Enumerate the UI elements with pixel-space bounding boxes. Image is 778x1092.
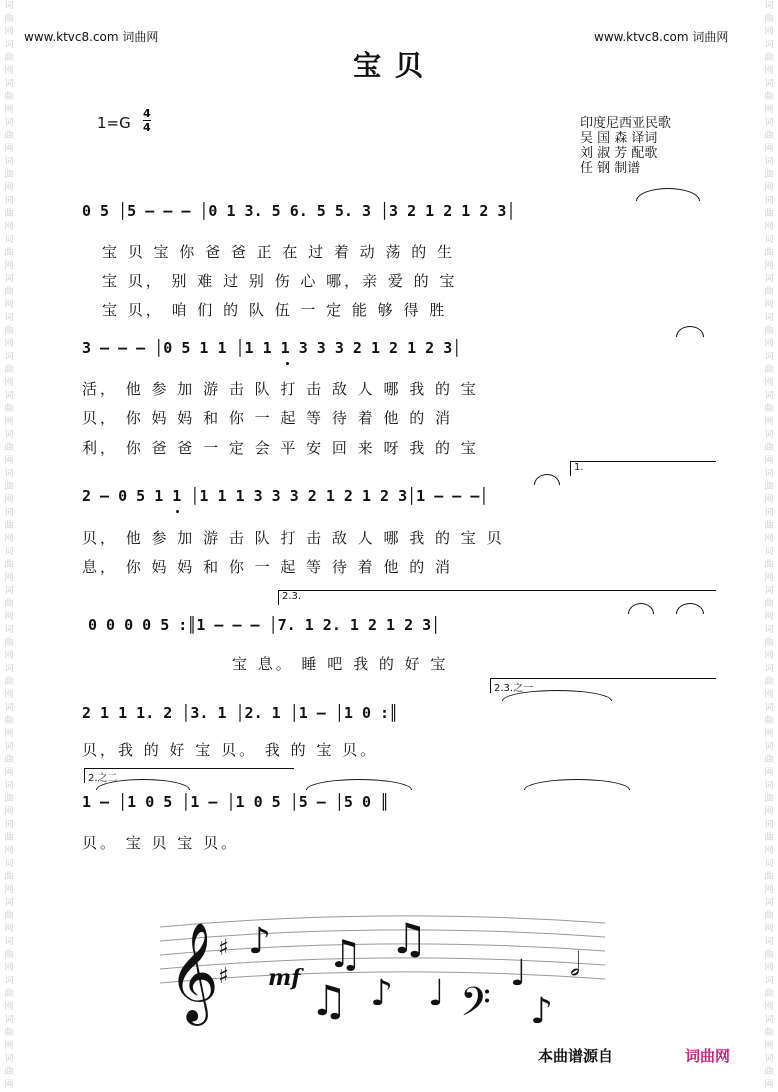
svg-text:♯: ♯ — [218, 964, 229, 989]
credit-notation: 任 钢 制谱 — [580, 161, 641, 176]
volta-2-part-2: 2.之二 — [84, 768, 294, 783]
lyric-row-6: 贝。 宝 贝 宝 贝。 — [82, 834, 240, 852]
svg-text:♫: ♫ — [390, 914, 428, 963]
lyric-row-1-verse-1: 宝 贝 宝 你 爸 爸 正 在 过 着 动 荡 的 生 — [102, 243, 455, 261]
source-label: 本曲谱源自 — [538, 1047, 614, 1065]
svg-text:𝅗𝅥: 𝅗𝅥 — [570, 945, 581, 983]
lyric-row-1-verse-3: 宝 贝， 咱 们 的 队 伍 一 定 能 够 得 胜 — [102, 301, 448, 319]
volta-2-3-part-1: 2.3.之一 — [490, 678, 716, 693]
lyric-row-2-verse-3: 利， 你 爸 爸 一 定 会 平 安 回 来 呀 我 的 宝 — [82, 439, 479, 457]
low-octave-dot — [286, 362, 289, 365]
lyric-row-3-verse-1: 贝， 他 参 加 游 击 队 打 击 敌 人 哪 我 的 宝 贝 — [82, 529, 505, 547]
notation-row-1: 0 5 │5 – – – │0 1 3. 5 6. 5 5. 3 │3 2 1 2 1 2 3│ — [82, 202, 516, 220]
music-notes-illustration — [160, 905, 610, 1030]
key-signature: 1=G — [97, 114, 131, 132]
site-url-left[interactable]: www.ktvc8.com 词曲网 — [24, 30, 159, 44]
credits — [580, 116, 671, 176]
credit-origin: 印度尼西亚民歌 — [580, 116, 672, 131]
tie — [306, 779, 412, 790]
lyric-row-1-verse-2: 宝 贝， 别 难 过 别 伤 心 哪，亲 爱 的 宝 — [102, 272, 458, 290]
song-title: 宝 贝 — [353, 49, 425, 82]
svg-text:♪: ♪ — [530, 991, 553, 1030]
lyric-row-2-verse-2: 贝， 你 妈 妈 和 你 一 起 等 待 着 他 的 消 — [82, 409, 453, 427]
time-sig-top: 4 — [143, 107, 151, 120]
slur — [676, 326, 704, 337]
notation-row-5: 2 1 1 1. 2 │3. 1 │2. 1 │1 – │1 0 :║ — [82, 704, 399, 722]
volta-1: 1. — [570, 461, 716, 476]
lyric-row-4: 宝 息。 睡 吧 我 的 好 宝 — [232, 655, 449, 673]
site-url-right[interactable]: www.ktvc8.com 词曲网 — [594, 30, 729, 44]
svg-text:♯: ♯ — [218, 936, 229, 961]
time-sig-bottom: 4 — [143, 121, 151, 134]
credit-translator: 吴 国 森 译词 — [580, 131, 658, 146]
lyric-row-3-verse-2: 息， 你 妈 妈 和 你 一 起 等 待 着 他 的 消 — [82, 558, 453, 576]
notation-row-3: 2 – 0 5 1 1 │1 1 1 3 3 3 2 1 2 1 2 3│1 – – –│ — [82, 487, 489, 505]
notation-row-4: 0 0 0 0 5 :║1 – – – │7. 1 2. 1 2 1 2 3│ — [88, 616, 441, 634]
brand-link[interactable]: 词曲网 — [685, 1047, 731, 1065]
low-octave-dot — [176, 510, 179, 513]
svg-text:♪: ♪ — [248, 921, 271, 962]
slur — [636, 188, 700, 201]
watermark-left: 词曲网词曲网词曲网词曲网词曲网词曲网词曲网词曲网词曲网词曲网词曲网词曲网词曲网词曲网词曲网词曲网词曲网词曲网词曲网词曲网词曲网词曲网词曲网词曲网词曲网词曲网词曲网词曲网 — [4, 1, 14, 1090]
svg-text:mf: mf — [268, 965, 301, 991]
svg-text:♫: ♫ — [328, 932, 363, 976]
notation-row-6: 1 – │1 0 5 │1 – │1 0 5 │5 – │5 0 ║ — [82, 793, 390, 811]
notation-row-2: 3 – – – │0 5 1 1 │1 1 1 3 3 3 2 1 2 1 2 3│ — [82, 339, 462, 357]
slur — [534, 474, 560, 485]
lyric-row-2-verse-1: 活， 他 参 加 游 击 队 打 击 敌 人 哪 我 的 宝 — [82, 380, 479, 398]
svg-text:𝄞: 𝄞 — [168, 922, 219, 1022]
tie — [524, 779, 630, 790]
svg-text:♫: ♫ — [310, 976, 348, 1025]
watermark-right: 词曲网词曲网词曲网词曲网词曲网词曲网词曲网词曲网词曲网词曲网词曲网词曲网词曲网词曲网词曲网词曲网词曲网词曲网词曲网词曲网词曲网词曲网词曲网词曲网词曲网词曲网词曲网词曲网 — [764, 1, 774, 1090]
time-signature — [143, 108, 151, 133]
svg-text:♪: ♪ — [370, 973, 393, 1014]
svg-text:♩: ♩ — [510, 953, 527, 994]
svg-text:𝄢: 𝄢 — [460, 979, 491, 1030]
volta-2-3: 2.3. — [278, 590, 716, 605]
svg-text:♩: ♩ — [428, 973, 445, 1014]
lyric-row-5: 贝，我 的 好 宝 贝。 我 的 宝 贝。 — [82, 741, 379, 759]
credit-arranger: 刘 淑 芳 配歌 — [580, 146, 658, 161]
